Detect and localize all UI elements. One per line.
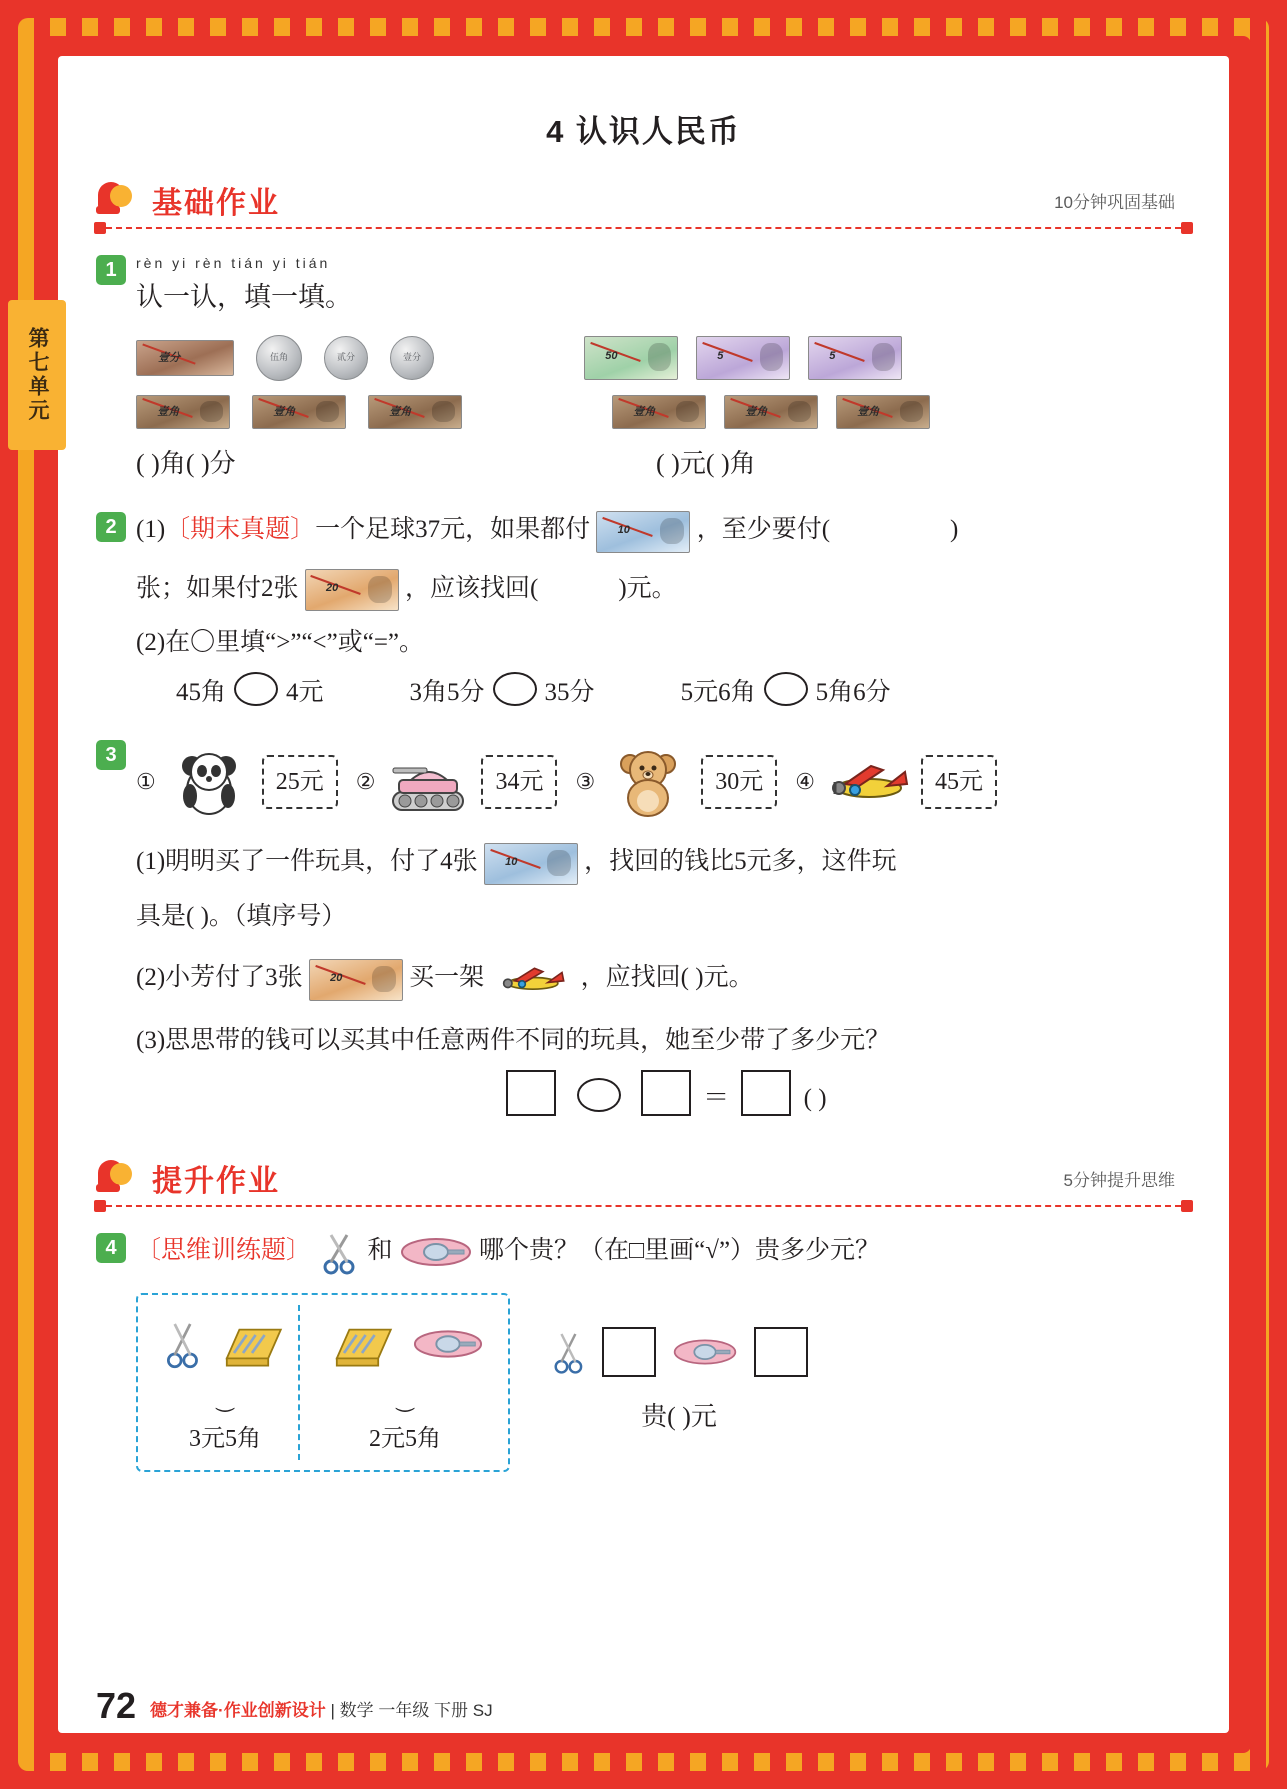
question-1-number: 1 <box>96 255 126 285</box>
toy-price-4: 45元 <box>921 755 997 809</box>
question-2-part2: (2)在〇里填“>”“<”或“=”。 <box>136 628 425 656</box>
toy-plane-icon-small <box>490 960 574 1000</box>
compare-2-circle[interactable] <box>493 672 537 706</box>
equation-operator-circle[interactable] <box>577 1078 621 1112</box>
pencil-case-icon-g1 <box>216 1316 288 1372</box>
divider-advanced <box>96 1205 1191 1207</box>
q2-p1-line2-text: 张；如果付2张 <box>136 574 299 602</box>
toy-plane-icon <box>825 746 911 818</box>
question-3-part1-line2[interactable]: 具是( )。（填序号） <box>136 902 347 930</box>
q4-answer-area <box>550 1326 808 1440</box>
question-1-answer-line <box>136 441 1191 487</box>
banknote-5yuan-a: 5 <box>696 336 790 380</box>
q4-group-2 <box>316 1305 494 1460</box>
q4-group-1 <box>152 1305 300 1460</box>
pencil-sharpener-icon-g2 <box>412 1327 484 1361</box>
question-2 <box>96 508 1191 714</box>
toy-item-tank <box>356 746 558 818</box>
q4-question-text: 哪个贵？（在□里画“√”）贵多少元？ <box>479 1237 881 1265</box>
question-1-money-row-2 <box>136 395 1191 429</box>
section-basic-header <box>96 177 1191 223</box>
q4-brace-2: ⏝ <box>395 1389 415 1412</box>
pencil-sharpener-icon <box>399 1235 473 1269</box>
scissors-icon <box>317 1229 361 1275</box>
banknote-1jiao-f: 壹角 <box>836 395 930 429</box>
teddy-bear-icon <box>605 746 691 818</box>
question-1-answer-right[interactable]: ( )元( )角 <box>656 448 756 478</box>
q2-p1-line2-unit: )元。 <box>618 574 677 602</box>
compare-3-left: 5元6角 <box>680 678 756 706</box>
question-1 <box>96 251 1191 486</box>
bell-icon-2 <box>96 1158 142 1198</box>
equals-sign: ＝ <box>703 1083 730 1113</box>
page-footer <box>96 1685 493 1727</box>
section-note-advanced: 5分钟提升思维 <box>1063 1170 1175 1190</box>
question-2-part1-line1 <box>136 508 1191 552</box>
equation-box-3[interactable] <box>741 1070 791 1116</box>
toy-price-2: 34元 <box>481 755 557 809</box>
toy-price-3: 30元 <box>701 755 777 809</box>
question-3-equation <box>136 1070 1191 1121</box>
compare-item-1 <box>176 671 324 715</box>
q2-p1-paren: ) <box>950 516 959 544</box>
question-4 <box>96 1229 1191 1472</box>
banknote-1fen <box>136 340 234 376</box>
q2-tag: 〔期末真题〕 <box>165 516 316 544</box>
money-group-right-2 <box>612 395 930 429</box>
question-4-body <box>136 1293 1191 1472</box>
footer-brand-text: 德才兼备·作业创新设计 <box>150 1701 326 1720</box>
toy-index-2: ② <box>355 769 376 795</box>
section-advanced-header <box>96 1155 1191 1201</box>
section-title-basic: 基础作业 <box>152 187 280 220</box>
footer-info-text: | 数学 一年级 下册 SJ <box>330 1701 493 1720</box>
question-3-part2 <box>136 956 1191 1000</box>
question-3-part3: (3)思思带的钱可以买其中任意两件不同的玩具，她至少带了多少元？ <box>136 1026 891 1054</box>
q4-checkbox-sharpener[interactable] <box>754 1327 808 1377</box>
question-2-part1-line2 <box>136 567 1191 611</box>
q4-tag: 〔思维训练题〕 <box>136 1237 312 1265</box>
footer-brand <box>150 1696 493 1727</box>
page-content <box>96 80 1191 1472</box>
scissors-icon-g1 <box>162 1316 202 1372</box>
q2-p1-label: (1) <box>136 516 166 544</box>
q3-p1-text: (1)明明买了一件玩具，付了4张 <box>136 848 478 876</box>
toy-index-1: ① <box>136 769 156 795</box>
equation-box-1[interactable] <box>506 1070 556 1116</box>
money-group-right <box>584 336 902 380</box>
banknote-1jiao-a: 壹角 <box>136 395 230 429</box>
pencil-case-icon-g2 <box>326 1316 398 1372</box>
coin-5jiao: 伍角 <box>256 335 302 381</box>
banknote-1jiao-c: 壹角 <box>368 395 462 429</box>
question-4-number: 4 <box>96 1233 126 1263</box>
compare-2-left: 3角5分 <box>409 678 485 706</box>
question-1-money-row-1 <box>136 335 1191 381</box>
toy-item-panda <box>136 746 338 818</box>
banknote-5yuan-b: 5 <box>808 336 902 380</box>
toy-price-1: 25元 <box>262 755 338 809</box>
q4-groups-box <box>136 1293 510 1472</box>
q4-price-1: 3元5角 <box>189 1426 261 1453</box>
q2-p1-line2-tail: ，应该找回( <box>405 574 539 602</box>
q2-p1-text: 一个足球37元，如果都付 <box>315 516 591 544</box>
coin-1fen: 壹分 <box>390 336 434 380</box>
question-2-compare-row <box>136 671 1191 715</box>
banknote-20yuan-q3: 20 <box>309 959 403 1001</box>
tank-icon <box>385 746 471 818</box>
toy-index-3: ③ <box>575 769 596 795</box>
question-1-answer-left[interactable]: ( )角( )分 <box>136 448 236 478</box>
scissors-icon-answer <box>550 1326 586 1378</box>
page-number: 72 <box>96 1685 137 1726</box>
toy-index-4: ④ <box>795 769 815 795</box>
question-1-pinyin: rèn yi rèn tián yi tián <box>136 255 331 271</box>
question-4-line1 <box>136 1229 1191 1275</box>
section-title-advanced: 提升作业 <box>152 1165 280 1199</box>
q3-p2-tail[interactable]: ，应找回( )元。 <box>580 964 754 992</box>
banknote-1jiao-b: 壹角 <box>252 395 346 429</box>
q4-answer-tail[interactable]: 贵( )元 <box>641 1402 717 1432</box>
section-note-basic: 10分钟巩固基础 <box>1054 192 1175 212</box>
compare-item-2 <box>410 671 595 715</box>
equation-unit-blank[interactable]: ( ) <box>803 1085 827 1113</box>
q4-checkbox-scissors[interactable] <box>602 1327 656 1377</box>
compare-item-3 <box>681 671 891 715</box>
banknote-10yuan-q3: 10 <box>484 843 578 885</box>
question-3-part1-line1 <box>136 840 1191 884</box>
equation-box-2[interactable] <box>641 1070 691 1116</box>
compare-3-circle[interactable] <box>764 672 808 706</box>
money-group-left-2 <box>136 395 462 429</box>
compare-2-right: 35分 <box>544 678 595 706</box>
money-group-left <box>136 335 434 381</box>
banknote-50yuan: 50 <box>584 336 678 380</box>
compare-1-right: 4元 <box>286 678 324 706</box>
q3-p2-mid: 买一架 <box>409 964 485 992</box>
q4-price-2: 2元5角 <box>369 1426 441 1453</box>
bell-icon <box>96 180 142 220</box>
question-1-text: 认一认，填一填。 <box>136 281 352 312</box>
q3-p2-text: (2)小芳付了3张 <box>136 964 303 992</box>
toy-item-plane <box>795 746 997 818</box>
toy-list <box>136 746 1191 818</box>
q4-and: 和 <box>367 1237 393 1265</box>
banknote-1jiao-e: 壹角 <box>724 395 818 429</box>
question-2-number: 2 <box>96 512 126 542</box>
divider-basic <box>96 227 1191 229</box>
compare-1-circle[interactable] <box>234 672 278 706</box>
banknote-20yuan-q2: 20 <box>305 569 399 611</box>
q4-brace-1: ⏝ <box>215 1389 235 1412</box>
coin-2fen: 贰分 <box>324 336 368 380</box>
page-title: 4 认识人民币 <box>546 114 741 149</box>
q2-p1-tail: ，至少要付( <box>696 516 831 544</box>
q3-p1-tail: ，找回的钱比5元多，这件玩 <box>584 848 897 876</box>
banknote-1jiao-d: 壹角 <box>612 395 706 429</box>
banknote-10yuan-q2: 10 <box>596 511 690 553</box>
banknote-label: 壹分 <box>158 351 181 364</box>
question-3 <box>96 736 1191 1121</box>
compare-1-left: 45角 <box>176 678 227 706</box>
panda-icon <box>166 746 252 818</box>
toy-item-bear <box>575 746 777 818</box>
question-3-number: 3 <box>96 740 126 770</box>
pencil-sharpener-icon-answer <box>672 1336 738 1368</box>
compare-3-right: 5角6分 <box>815 678 891 706</box>
unit-tab: 第七单元 <box>8 300 66 450</box>
